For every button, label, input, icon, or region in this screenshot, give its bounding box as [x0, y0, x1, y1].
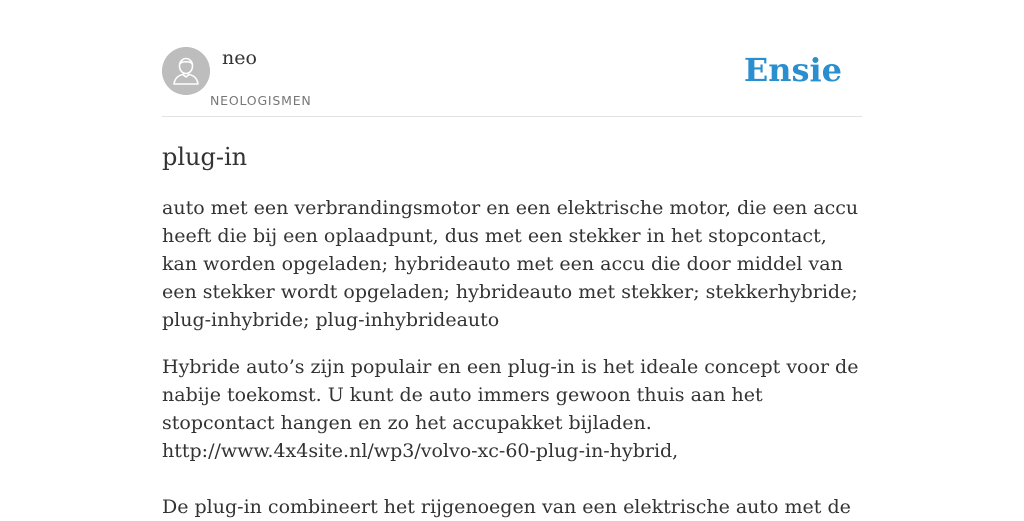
- example-spacer: [162, 465, 862, 493]
- username[interactable]: neo: [222, 47, 257, 69]
- brand-logo[interactable]: Ensie: [743, 51, 842, 89]
- example-text: Hybride auto’s zijn populair en een plug-in is het ideale concept voor de nabije toekomst. U kunt de auto immers gewoon thuis aan het stopcontact hangen en zo het accupakket bijladen.: [162, 356, 859, 434]
- entry-definition: auto met een verbrandingsmotor en een elektrische motor, die een accu heeft die bij een oplaadpunt, dus met een stekker in het stopcontact, kan worden opgeladen; hybrideauto met een accu die door middel van een stekker wordt opgeladen; hybrideauto met stekker; stekkerhybride; plug-inhybride; plug-inhybrideauto: [162, 197, 859, 331]
- user-avatar-icon[interactable]: [162, 47, 210, 95]
- entry-title: plug-in: [162, 143, 248, 171]
- example-source: http://www.4x4site.nl/wp3/volvo-xc-60-plug-in-hybrid,: [162, 440, 679, 462]
- example-text-2: De plug-in combineert het rijgenoegen van een elektrische auto met de: [162, 496, 851, 518]
- page-container: [162, 0, 862, 521]
- entry-example: [162, 353, 862, 521]
- header: [162, 0, 862, 117]
- category-label[interactable]: NEOLOGISMEN: [210, 93, 312, 108]
